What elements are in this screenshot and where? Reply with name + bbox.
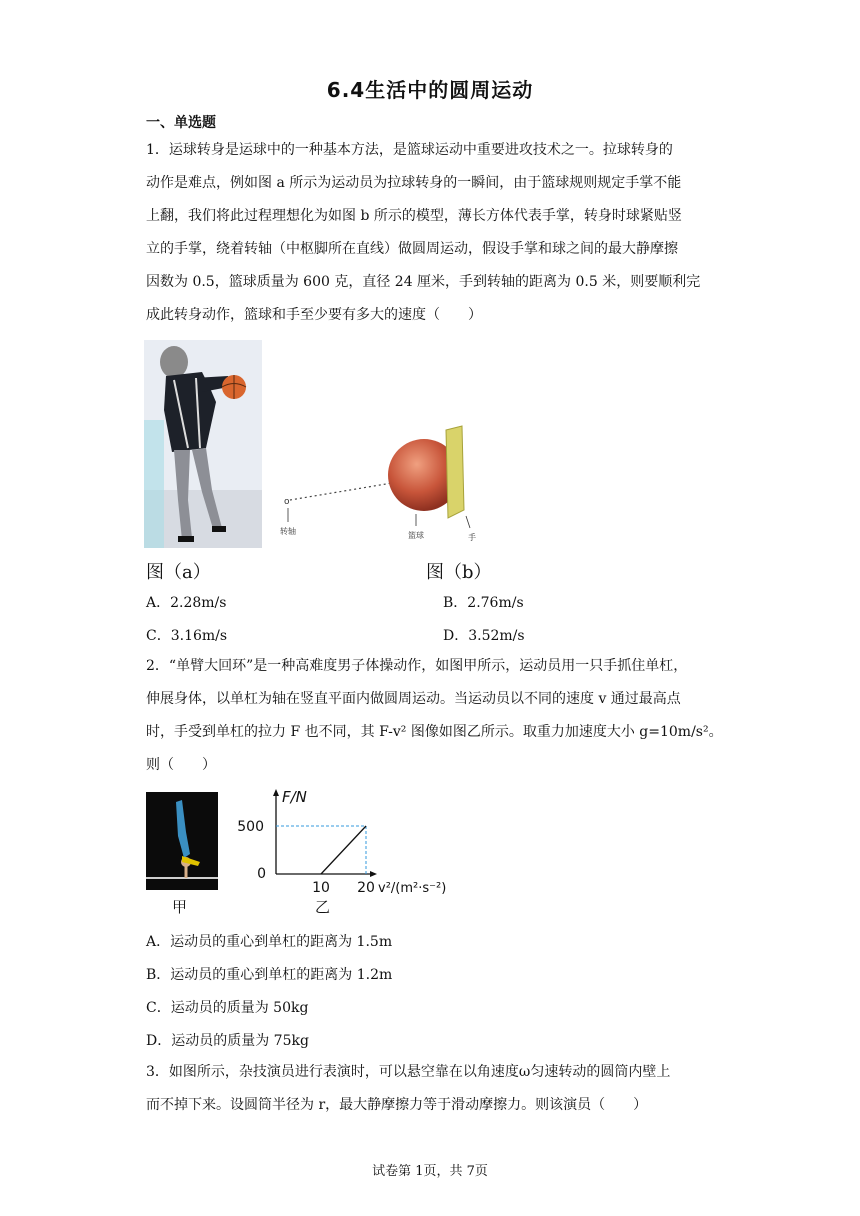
x-tick-label: 10 xyxy=(312,880,330,896)
question-3-line: 而不掉下来。设圆筒半径为 r，最大静摩擦力等于滑动摩擦力。则该演员（ ） xyxy=(146,1097,648,1113)
question-1-line: 成此转身动作，篮球和手至少要有多大的速度（ ） xyxy=(146,307,482,323)
basketball-player-photo xyxy=(144,340,262,548)
question-1-line: 上翻，我们将此过程理想化为如图 b 所示的模型，薄长方体代表手掌，转身时球紧贴竖 xyxy=(146,208,682,224)
question-3-line: 3．如图所示，杂技演员进行表演时，可以悬空靠在以角速度ω匀速转动的圆筒内壁上 xyxy=(146,1064,671,1080)
figure-jia-caption: 甲 xyxy=(172,898,188,916)
section-heading: 一、单选题 xyxy=(146,115,216,131)
question-2-text xyxy=(146,650,723,782)
ball-hand-model-figure xyxy=(274,418,486,548)
question-1-text xyxy=(146,134,720,332)
series-line xyxy=(321,826,366,874)
option-d[interactable]: D．3.52m/s xyxy=(443,628,525,644)
question-1-line: 因数为 0.5，篮球质量为 600 克，直径 24 厘米，手到转轴的距离为 0.5 米，则要顺利完 xyxy=(146,274,701,290)
figure-a-caption: 图（a） xyxy=(146,562,211,583)
y-tick-label: 500 xyxy=(237,819,264,835)
option-c[interactable]: C．3.16m/s xyxy=(146,628,228,644)
page-footer: 试卷第 1页，共 7页 xyxy=(372,1164,488,1179)
y-axis-arrow-icon xyxy=(273,789,279,796)
axis-point-label: o xyxy=(284,497,290,507)
question-1-line: 动作是难点，例如图 a 所示为运动员为拉球转身的一瞬间，由于篮球规则规定手掌不能 xyxy=(146,175,682,191)
option-d[interactable]: D．运动员的质量为 75kg xyxy=(146,1033,309,1049)
x-axis-arrow-icon xyxy=(370,871,377,877)
hand-label: 手 xyxy=(468,533,476,542)
question-2-line: 伸展身体，以单杠为轴在竖直平面内做圆周运动。当运动员以不同的速度 v 通过最高点 xyxy=(146,691,681,707)
question-1-line: 立的手掌，绕着转轴（中枢脚所在直线）做圆周运动，假设手掌和球之间的最大静摩擦 xyxy=(146,241,678,257)
origin-label: 0 xyxy=(257,866,266,882)
ball-label: 篮球 xyxy=(408,531,424,540)
question-2-line: 时，手受到单杠的拉力 F 也不同，其 F-v² 图像如图乙所示。取重力加速度大小 g=10m/s²。 xyxy=(146,724,723,740)
figure-yi-caption: 乙 xyxy=(315,898,331,916)
y-axis-label: F/N xyxy=(282,788,307,806)
hand-plate xyxy=(446,426,464,518)
page-title: 6.4生活中的圆周运动 xyxy=(326,78,534,102)
option-b[interactable]: B．运动员的重心到单杠的距离为 1.2m xyxy=(146,967,393,983)
axis-label: 转轴 xyxy=(280,527,296,536)
option-c[interactable]: C．运动员的质量为 50kg xyxy=(146,1000,309,1016)
figure-b-caption: 图（b） xyxy=(426,562,492,583)
gymnast-photo xyxy=(146,792,218,890)
question-3-text xyxy=(146,1056,720,1122)
x-axis-label: v²/(m²·s⁻²) xyxy=(378,881,447,896)
option-b[interactable]: B．2.76m/s xyxy=(443,595,524,611)
question-1-line: 1．运球转身是运球中的一种基本方法，是篮球运动中重要进攻技术之一。拉球转身的 xyxy=(146,142,673,158)
x-tick-label: 20 xyxy=(357,880,375,896)
option-a[interactable]: A．运动员的重心到单杠的距离为 1.5m xyxy=(146,934,393,950)
question-2-line: 则（ ） xyxy=(146,757,216,773)
f-v2-chart xyxy=(237,786,470,898)
question-2-line: 2．“单臂大回环”是一种高难度男子体操动作，如图甲所示，运动员用一只手抓住单杠， xyxy=(146,658,688,674)
option-a[interactable]: A．2.28m/s xyxy=(146,595,227,611)
